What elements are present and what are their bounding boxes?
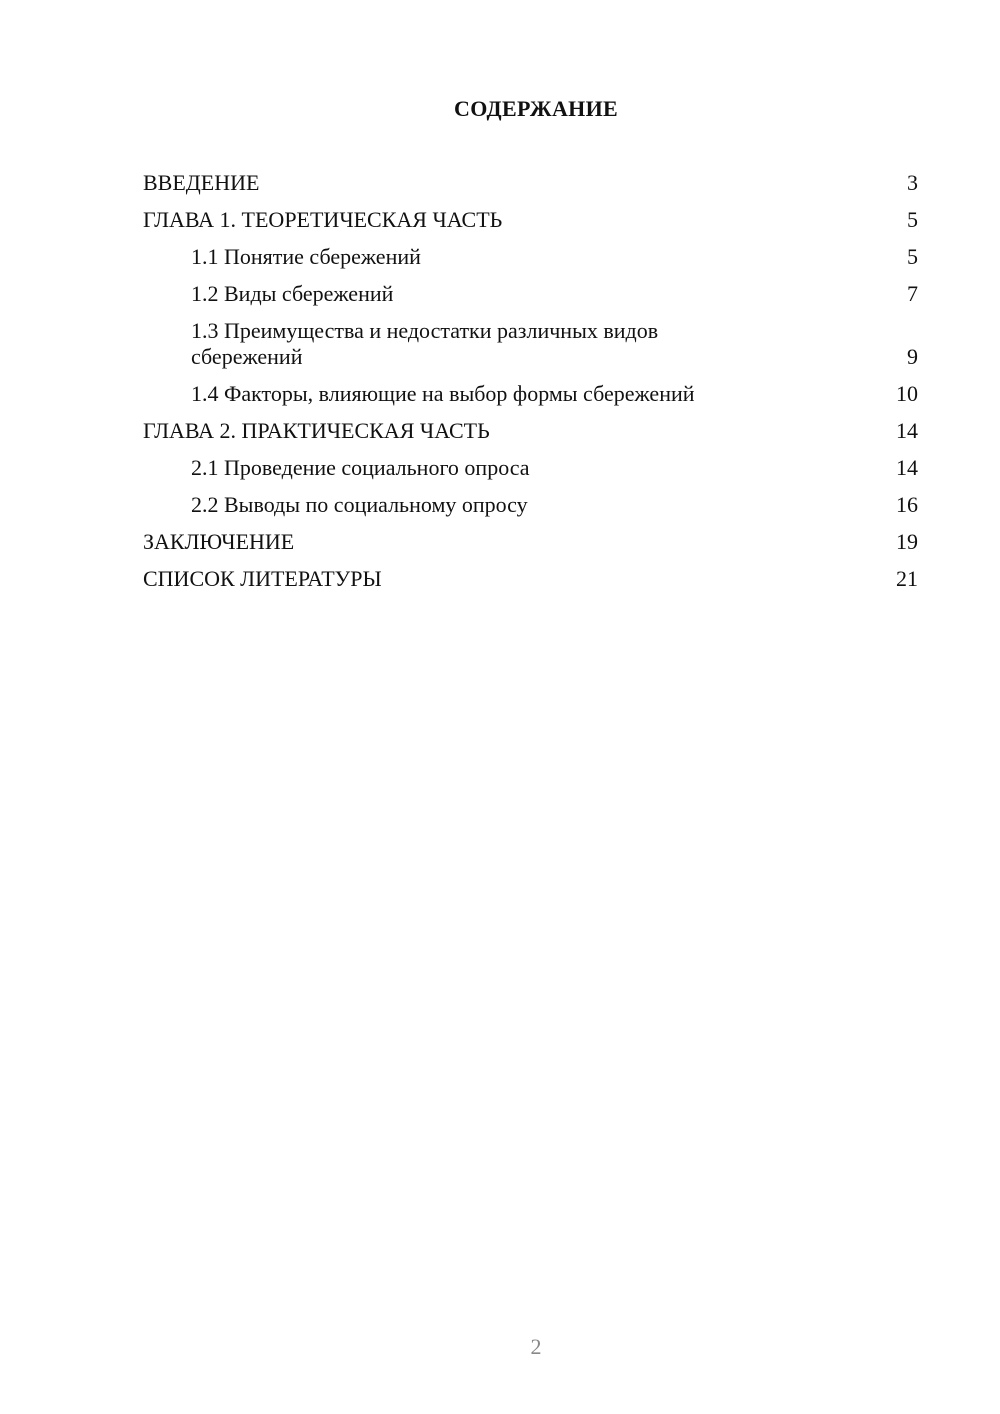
page-number: 2 [530, 1334, 542, 1359]
toc-entry-label: ГЛАВА 1. ТЕОРЕТИЧЕСКАЯ ЧАСТЬ [143, 207, 503, 232]
toc-entry-page: 14 [896, 418, 918, 443]
toc-entry-label: ГЛАВА 2. ПРАКТИЧЕСКАЯ ЧАСТЬ [143, 418, 490, 443]
toc-entry-section-1-3[interactable] [143, 318, 918, 370]
toc-entry-label: 1.4 Факторы, влияющие на выбор формы сбережений [191, 381, 695, 406]
toc-entry-label: 1.3 Преимущества и недостатки различных видов сбережений [191, 318, 659, 369]
toc-entry-introduction[interactable] [143, 170, 918, 196]
toc-entry-page: 3 [907, 170, 918, 195]
toc-entry-section-2-2[interactable] [143, 492, 918, 518]
toc-entry-page: 7 [907, 281, 918, 306]
toc-entry-page: 16 [896, 492, 918, 517]
toc-entry-section-1-1[interactable] [143, 244, 918, 270]
toc-entry-section-2-1[interactable] [143, 455, 918, 481]
toc-entry-section-1-2[interactable] [143, 281, 918, 307]
toc-entry-label: 1.2 Виды сбережений [191, 281, 394, 306]
toc-entry-chapter-2[interactable] [143, 418, 918, 444]
toc-entry-label: СПИСОК ЛИТЕРАТУРЫ [143, 566, 382, 591]
page-title: СОДЕРЖАНИЕ [454, 96, 618, 121]
toc-entry-page: 19 [896, 529, 918, 554]
toc-entry-chapter-1[interactable] [143, 207, 918, 233]
toc-entry-page: 5 [907, 207, 918, 232]
toc-entry-label: 2.2 Выводы по социальному опросу [191, 492, 528, 517]
toc-entry-conclusion[interactable] [143, 529, 918, 555]
toc-entry-section-1-4[interactable] [143, 381, 918, 407]
toc-entry-label: ВВЕДЕНИЕ [143, 170, 260, 195]
toc-entry-label: ЗАКЛЮЧЕНИЕ [143, 529, 295, 554]
toc-entry-label: 1.1 Понятие сбережений [191, 244, 421, 269]
toc-entry-page: 14 [896, 455, 918, 480]
toc-entry-page: 21 [896, 566, 918, 591]
table-of-contents [143, 170, 918, 603]
toc-entry-bibliography[interactable] [143, 566, 918, 592]
toc-entry-page: 9 [907, 344, 918, 369]
toc-entry-page: 5 [907, 244, 918, 269]
toc-entry-label: 2.1 Проведение социального опроса [191, 455, 530, 480]
toc-entry-page: 10 [896, 381, 918, 406]
